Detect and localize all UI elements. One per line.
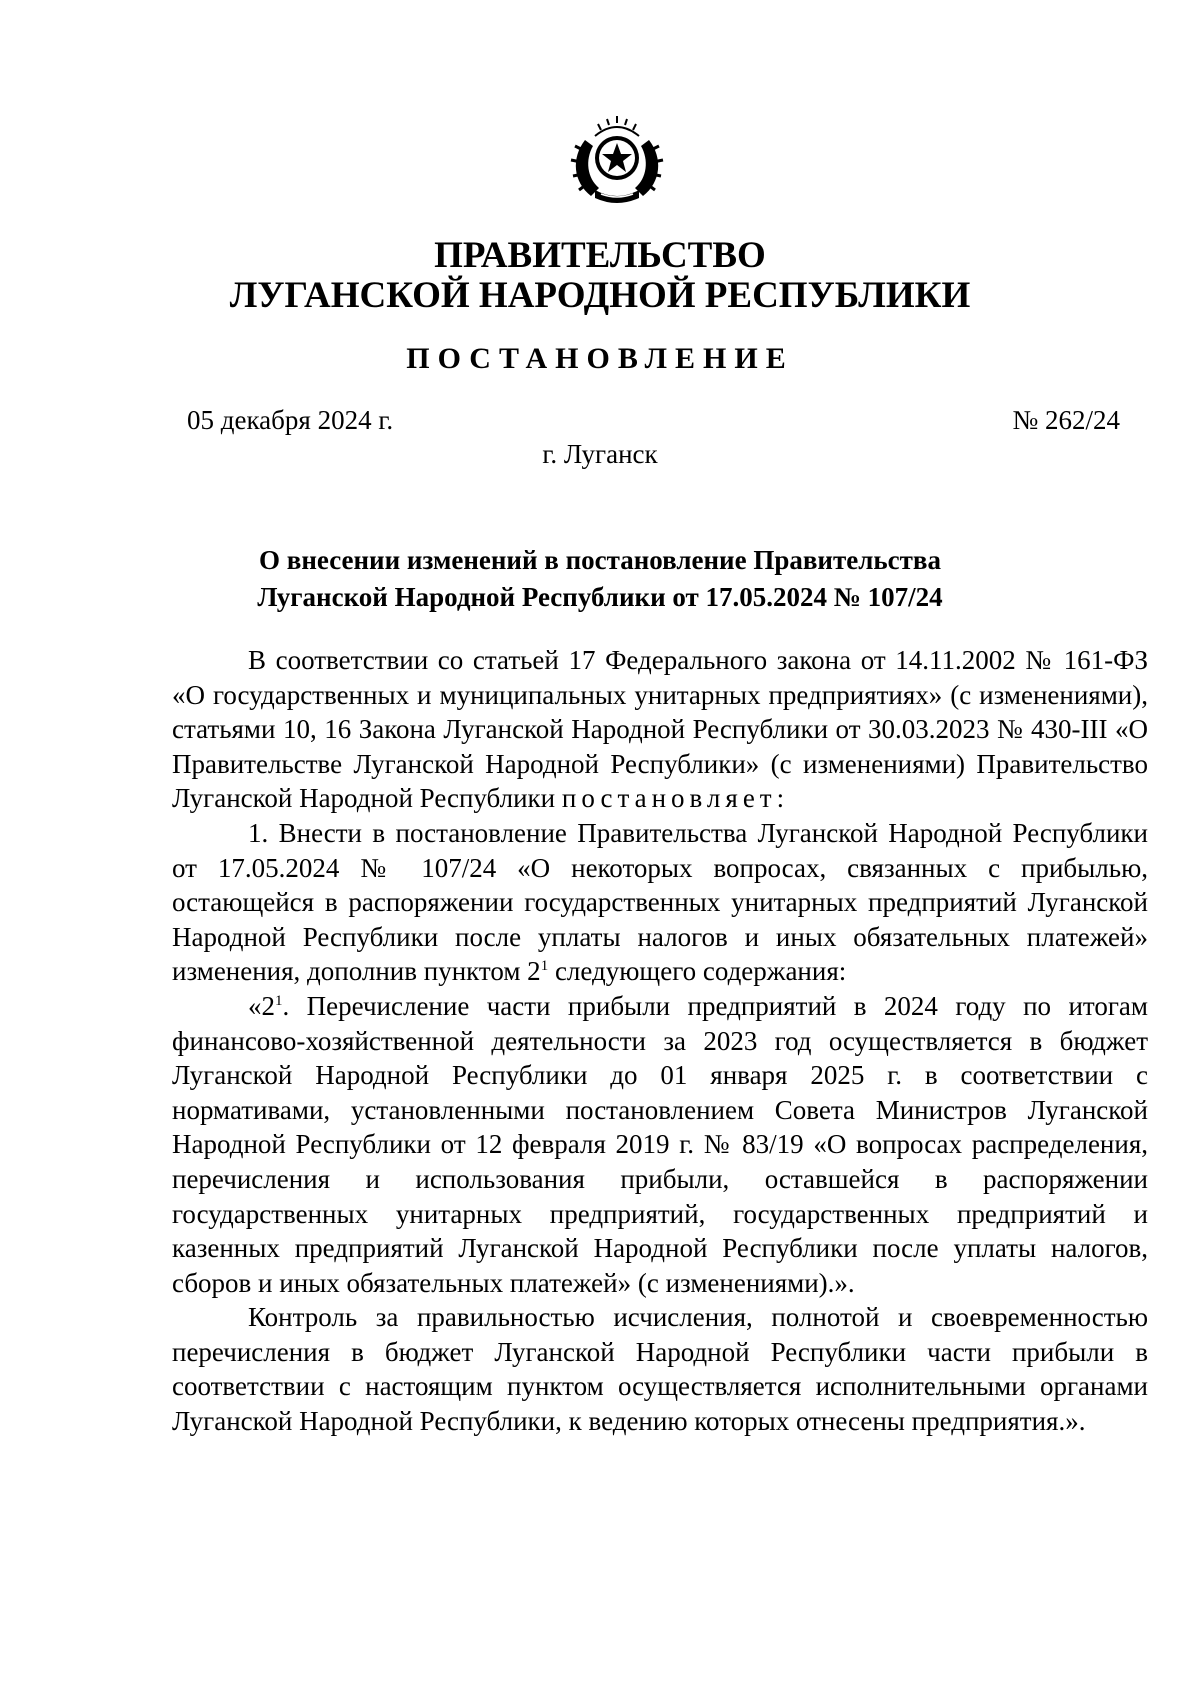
document-number: № 262/24 — [1012, 405, 1120, 435]
preamble-paragraph — [172, 643, 1148, 816]
document-body — [172, 643, 1148, 1439]
document-subject — [200, 542, 1000, 616]
insertion-paragraph — [172, 989, 1148, 1300]
preamble-text: В соответствии со статьей 17 Федерального закона от 14.11.2002 № 161-ФЗ «О государственных и муниципальных унитарных предприятиях» (с изменениями), статьями 10, 16 Закона Луганской Народной Республики от 30.03.2023 № 430-III «О Правительстве Луганской Народной Республики» (с изменениями) Правительство Луганской Народной Республики — [172, 645, 1148, 814]
item1-superscript: 1 — [540, 958, 549, 975]
item1-text-after: следующего содержания: — [548, 956, 847, 987]
item1-text: 1. Внести в постановление Правительства Луганской Народной Республики от 17.05.2024 № 107/24 «О некоторых вопросах, связанных с прибылью, остающейся в распоряжении государственных унитарных предприятий Луганской Народной Республики после уплаты налогов и иных обязательных платежей» изменения, дополнив пунктом 2 — [172, 817, 1148, 987]
government-name-line1: ПРАВИТЕЛЬСТВО — [434, 235, 766, 276]
item1-paragraph — [172, 816, 1148, 989]
insertion-prefix: «2 — [248, 990, 275, 1021]
resolves-word: постановляет: — [561, 783, 790, 814]
document-city: г. Луганск — [542, 439, 658, 469]
document-date: 05 декабря 2024 г. — [187, 405, 394, 435]
insertion-text: . Перечисление части прибыли предприятий в 2024 году по итогам финансово-хозяйственной деятельности за 2023 год осуществляется в бюджет Луганской Народной Республики до 01 января 2025 г. в соответствии с нормативами, установленными постановлением Совета Министров Луганской Народной Республики от 12 февраля 2019 г. № 83/19 «О вопросах распределения, перечисления и использования прибыли, оставшейся в распоряжении государственных унитарных предприятий, государственных предприятий и казенных предприятий Луганской Народной Республики после уплаты налогов, сборов и иных обязательных платежей» (с изменениями).». — [172, 990, 1148, 1298]
control-paragraph: Контроль за правильностью исчисления, полнотой и своевременностью перечисления в бюджет Луганской Народной Республики части прибыли в соответствии с настоящим пунктом осуществляется исполнительными органами Луганской Народной Республики, к ведению которых отнесены предприятия.». — [172, 1302, 1148, 1437]
subject-line2: Луганской Народной Республики от 17.05.2024 № 107/24 — [257, 582, 943, 612]
subject-line1: О внесении изменений в постановление Правительства — [259, 545, 941, 575]
document-type-title: ПОСТАНОВЛЕНИЕ — [406, 342, 794, 375]
coat-of-arms-emblem — [565, 110, 669, 208]
insertion-superscript: 1 — [275, 992, 283, 1009]
government-name-line2: ЛУГАНСКОЙ НАРОДНОЙ РЕСПУБЛИКИ — [229, 275, 971, 316]
